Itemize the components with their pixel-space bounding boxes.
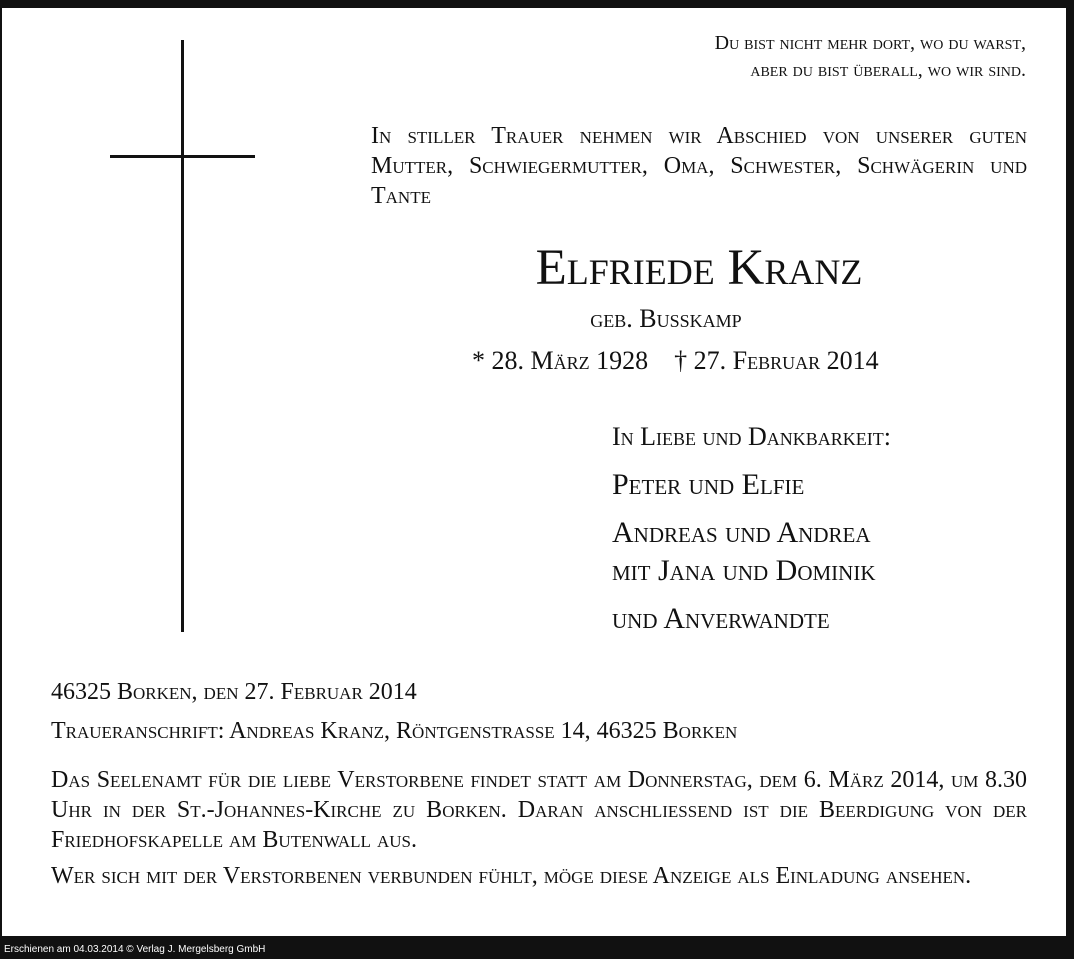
cross-vertical-bar xyxy=(181,40,184,632)
family-block xyxy=(612,420,1052,638)
mourning-address: Traueranschrift: Andreas Kranz, Röntgenstraße 14, 46325 Borken xyxy=(51,718,738,744)
motto-line: Du bist nicht mehr dort, wo du warst, xyxy=(714,32,1026,54)
birth-date: * 28. März 1928 xyxy=(472,346,649,375)
obituary-notice xyxy=(2,8,1066,936)
maiden-name: geb. Bußkamp xyxy=(590,304,742,333)
cross-horizontal-bar xyxy=(110,155,255,158)
motto-line: aber du bist überall, wo wir sind. xyxy=(750,59,1026,81)
family-line: Andreas und Andrea xyxy=(612,516,871,549)
publication-footer: Erschienen am 04.03.2014 © Verlag J. Mergelsberg GmbH xyxy=(4,944,266,955)
family-heading: In Liebe und Dankbarkeit: xyxy=(612,422,892,451)
family-line: und Anverwandte xyxy=(612,602,830,635)
place-date: 46325 Borken, den 27. Februar 2014 xyxy=(51,679,417,705)
invitation-paragraph: Wer sich mit der Verstorbenen verbunden fühlt, möge diese Anzeige als Einladung ansehen. xyxy=(51,863,972,889)
service-paragraph: Das Seelenamt für die liebe Verstorbene findet statt am Donnerstag, dem 6. März 2014, um 8.30 Uhr in der St.-Johannes-Kirche zu Borken. Daran anschließend ist die Beerdigung von der Friedhofskapelle am Butenwall aus. xyxy=(51,767,1027,853)
death-date: † 27. Februar 2014 xyxy=(674,346,879,375)
motto xyxy=(546,30,1026,84)
family-line: Peter und Elfie xyxy=(612,468,805,501)
deceased-name: Elfriede Kranz xyxy=(535,240,863,296)
family-line: mit Jana und Dominik xyxy=(612,554,876,587)
intro-text: In stiller Trauer nehmen wir Abschied von unserer guten Mutter, Schwiegermutter, Oma, Schwester, Schwägerin und Tante xyxy=(371,123,1027,209)
life-dates xyxy=(472,344,972,378)
maiden-name-row xyxy=(371,302,1027,336)
